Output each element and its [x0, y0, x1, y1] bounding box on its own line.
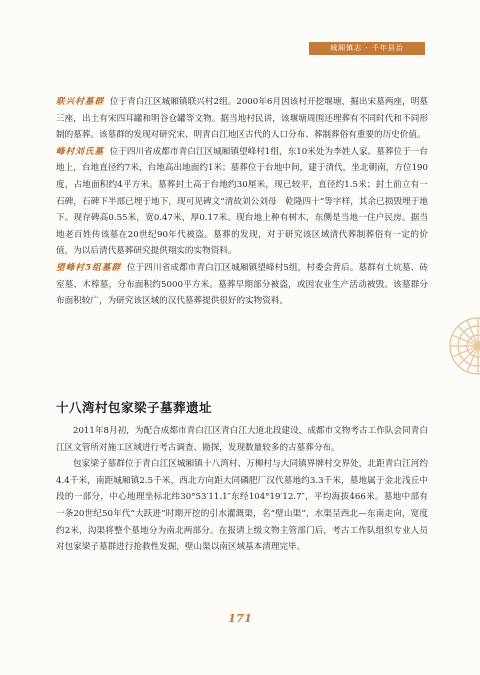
entry-text: 位于青白江区城厢镇联兴村2组。2000年6月因该村开挖堰塘，掘出宋墓两座，明墓三座，出土有宋四耳罐和明谷仓罐等文物。据当地村民讲，该堰塘周围还埋葬有不同时代和不同形制的墓葬。该墓群的发现对研究宋、明青白江地区古代的人口分布、葬制葬俗有重要的历史价值。: [56, 97, 428, 141]
entry-title: 望峰村5组墓群: [56, 262, 122, 273]
section-body: [56, 423, 428, 556]
entry-text: 位于四川省成都市青白江区城厢镇望峰村5组，村委会背后。墓群有土坑墓、砖室墓、木椁墓，分布面积约5000平方米。墓葬早期部分被盗，或因农业生产活动被毁。该墓群分布面积较广，为研究该区域的汉代墓葬提供很好的实物资料。: [56, 262, 428, 307]
entries-block: [56, 94, 428, 310]
page-number: 171: [227, 611, 252, 625]
header-tab: 城厢镇志 · 千年县治: [309, 42, 425, 55]
entry-title: 联兴村墓群: [56, 97, 105, 107]
entry-liu-tomb: [56, 144, 428, 260]
entry-title: 峰村刘氏墓: [56, 146, 105, 157]
entry-text: 位于四川省成都市青白江区城厢镇望峰村1组，东10米处为李姓人家。墓葬位于一台地上，台地直径约7米，台地高出地面约1米；墓葬位于台地中间，建于清代，坐北朝南，方位190度，占地面积约4平方米。墓葬封土高于台地约30厘米，现已较平，直径约1.5米；封土前立有一石碑，石碑下半部已埋于地下，现可见碑文“清故刘公刘母 乾隆四十”等字样，其余已损毁埋于地下。现存碑高0.55米，宽0.47米，厚0.17米。现台地上种有树木，东侧是当地一住户民房。据当地老百姓传该墓在20世纪90年代被盗。墓葬的发现，对于研究该区域清代葬制葬俗有一定的价值，为以后清代墓葬研究提供翔实的实物资料。: [56, 146, 428, 257]
section-heading: 十八湾村包家梁子墓葬遗址: [56, 400, 213, 415]
decorative-rosette-icon: [446, 314, 480, 378]
section-paragraph: 包家梁子墓群位于青白江区城厢镇十八湾村、万柳村与大同镇界牌村交界处，北距青白江河约4.4千米，南距城厢镇2.5千米，西北方向距大同磷肥厂汉代墓地约3.3千米，墓地属于金北浅丘中段的一部分，中心地理坐标北纬30°53′11.1″东经104°19′12.7″，平均海拔466米。墓地中部有一条20世纪50年代“大跃进”时期开挖的引水灌溉渠，名“壁山渠”，水渠呈西北—东南走向，宽度约2米，沟渠将整个墓地分为南北两部分。在报请上级文物主管部门后，考古工作队组织专业人员对包家梁子墓群进行抢救性发掘，壁山渠以南区域基本清理完毕。: [56, 459, 428, 553]
entry-wangfeng-group5: [56, 260, 428, 310]
section-paragraph: 2011年8月初，为配合成都市青白江区青白江大道北段建设，成都市文物考古工作队会同青白江区文管所对施工区域进行考古调查、勘探，发现数量较多的古墓葬分布。: [56, 426, 428, 453]
entry-lianxing: [56, 94, 428, 144]
